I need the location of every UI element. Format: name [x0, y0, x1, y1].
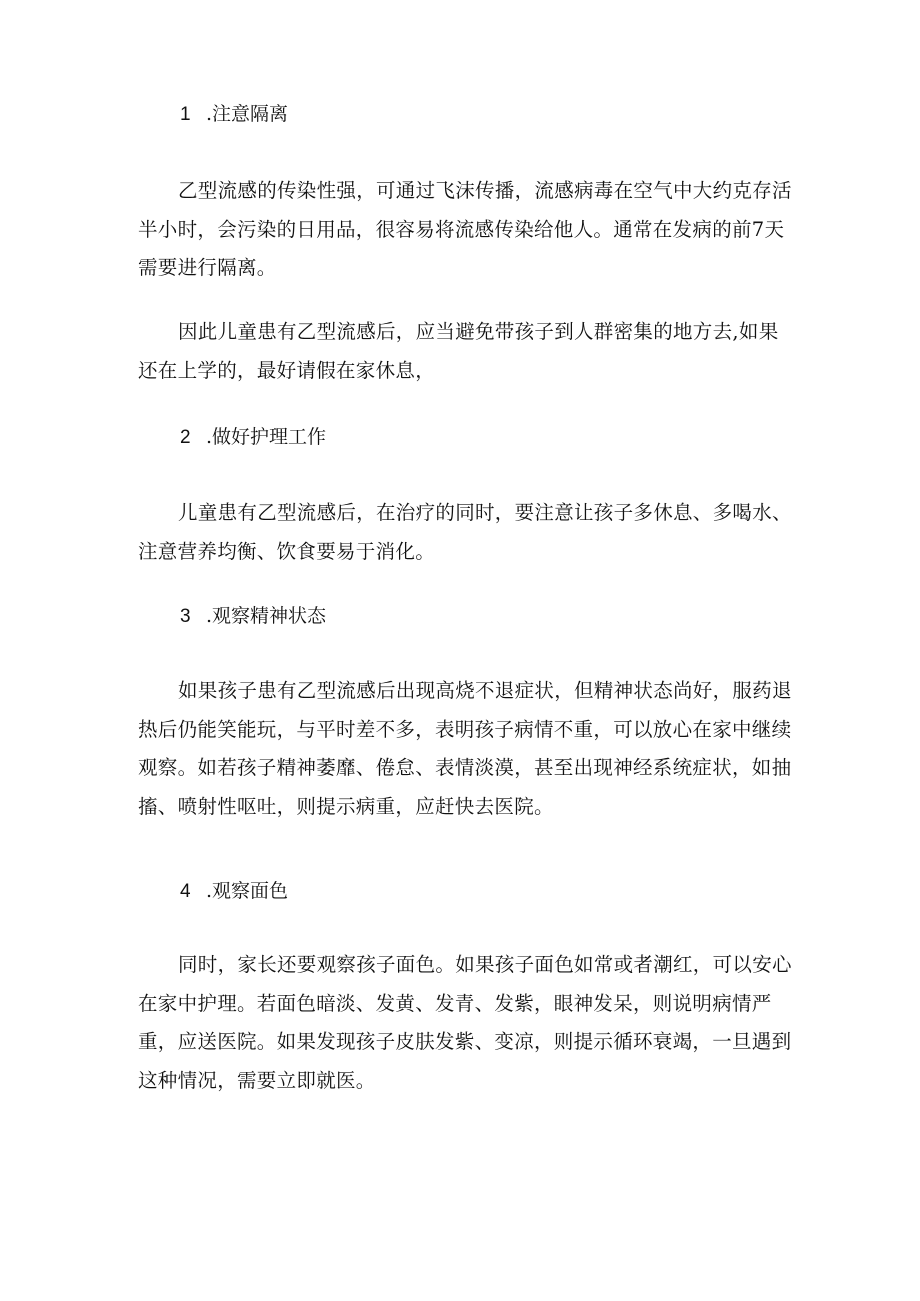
- section-4-paragraph-1: 同时，家长还要观察孩子面色。如果孩子面色如常或者潮红，可以安心在家中护理。若面色暗淡、发黄、发青、发紫，眼神发呆，则说明病情严重，应送医院。如果发现孩子皮肤发紫、变凉，则提示循环衰竭，一旦遇到这种情况，需要立即就医。: [138, 953, 792, 1092]
- section-1-heading: [180, 101, 288, 128]
- section-title: .注意隔离: [206, 103, 289, 125]
- section-number: 3: [180, 606, 191, 627]
- section-3-heading: [180, 603, 326, 630]
- section-2-paragraph-1: 儿童患有乙型流感后，在治疗的同时，要注意让孩子多休息、多喝水、注意营养均衡、饮食要易于消化。: [138, 501, 792, 563]
- section-number: 2: [180, 427, 191, 448]
- section-1-paragraph-1: 乙型流感的传染性强，可通过飞沫传播，流感病毒在空气中大约克存活半小时，会污染的日用品，很容易将流感传染给他人。通常在发病的前7天需要进行隔离。: [138, 179, 792, 279]
- section-4-heading: [180, 878, 288, 905]
- section-1-paragraph-2: 因此儿童患有乙型流感后，应当避免带孩子到人群密集的地方去,如果还在上学的，最好请假在家休息，: [138, 320, 779, 382]
- section-title: .观察面色: [206, 880, 289, 902]
- section-title: .观察精神状态: [206, 605, 327, 627]
- section-2-heading: [180, 424, 326, 451]
- section-number: 4: [180, 881, 191, 902]
- section-3-paragraph-1: 如果孩子患有乙型流感后出现高烧不退症状，但精神状态尚好，服药退热后仍能笑能玩，与平时差不多，表明孩子病情不重，可以放心在家中继续观察。如若孩子精神萎靡、倦怠、表情淡漠，甚至出现神经系统症状，如抽搐、喷射性呕吐，则提示病重，应赶快去医院。: [138, 679, 792, 818]
- section-number: 1: [180, 104, 191, 125]
- section-title: .做好护理工作: [206, 426, 327, 448]
